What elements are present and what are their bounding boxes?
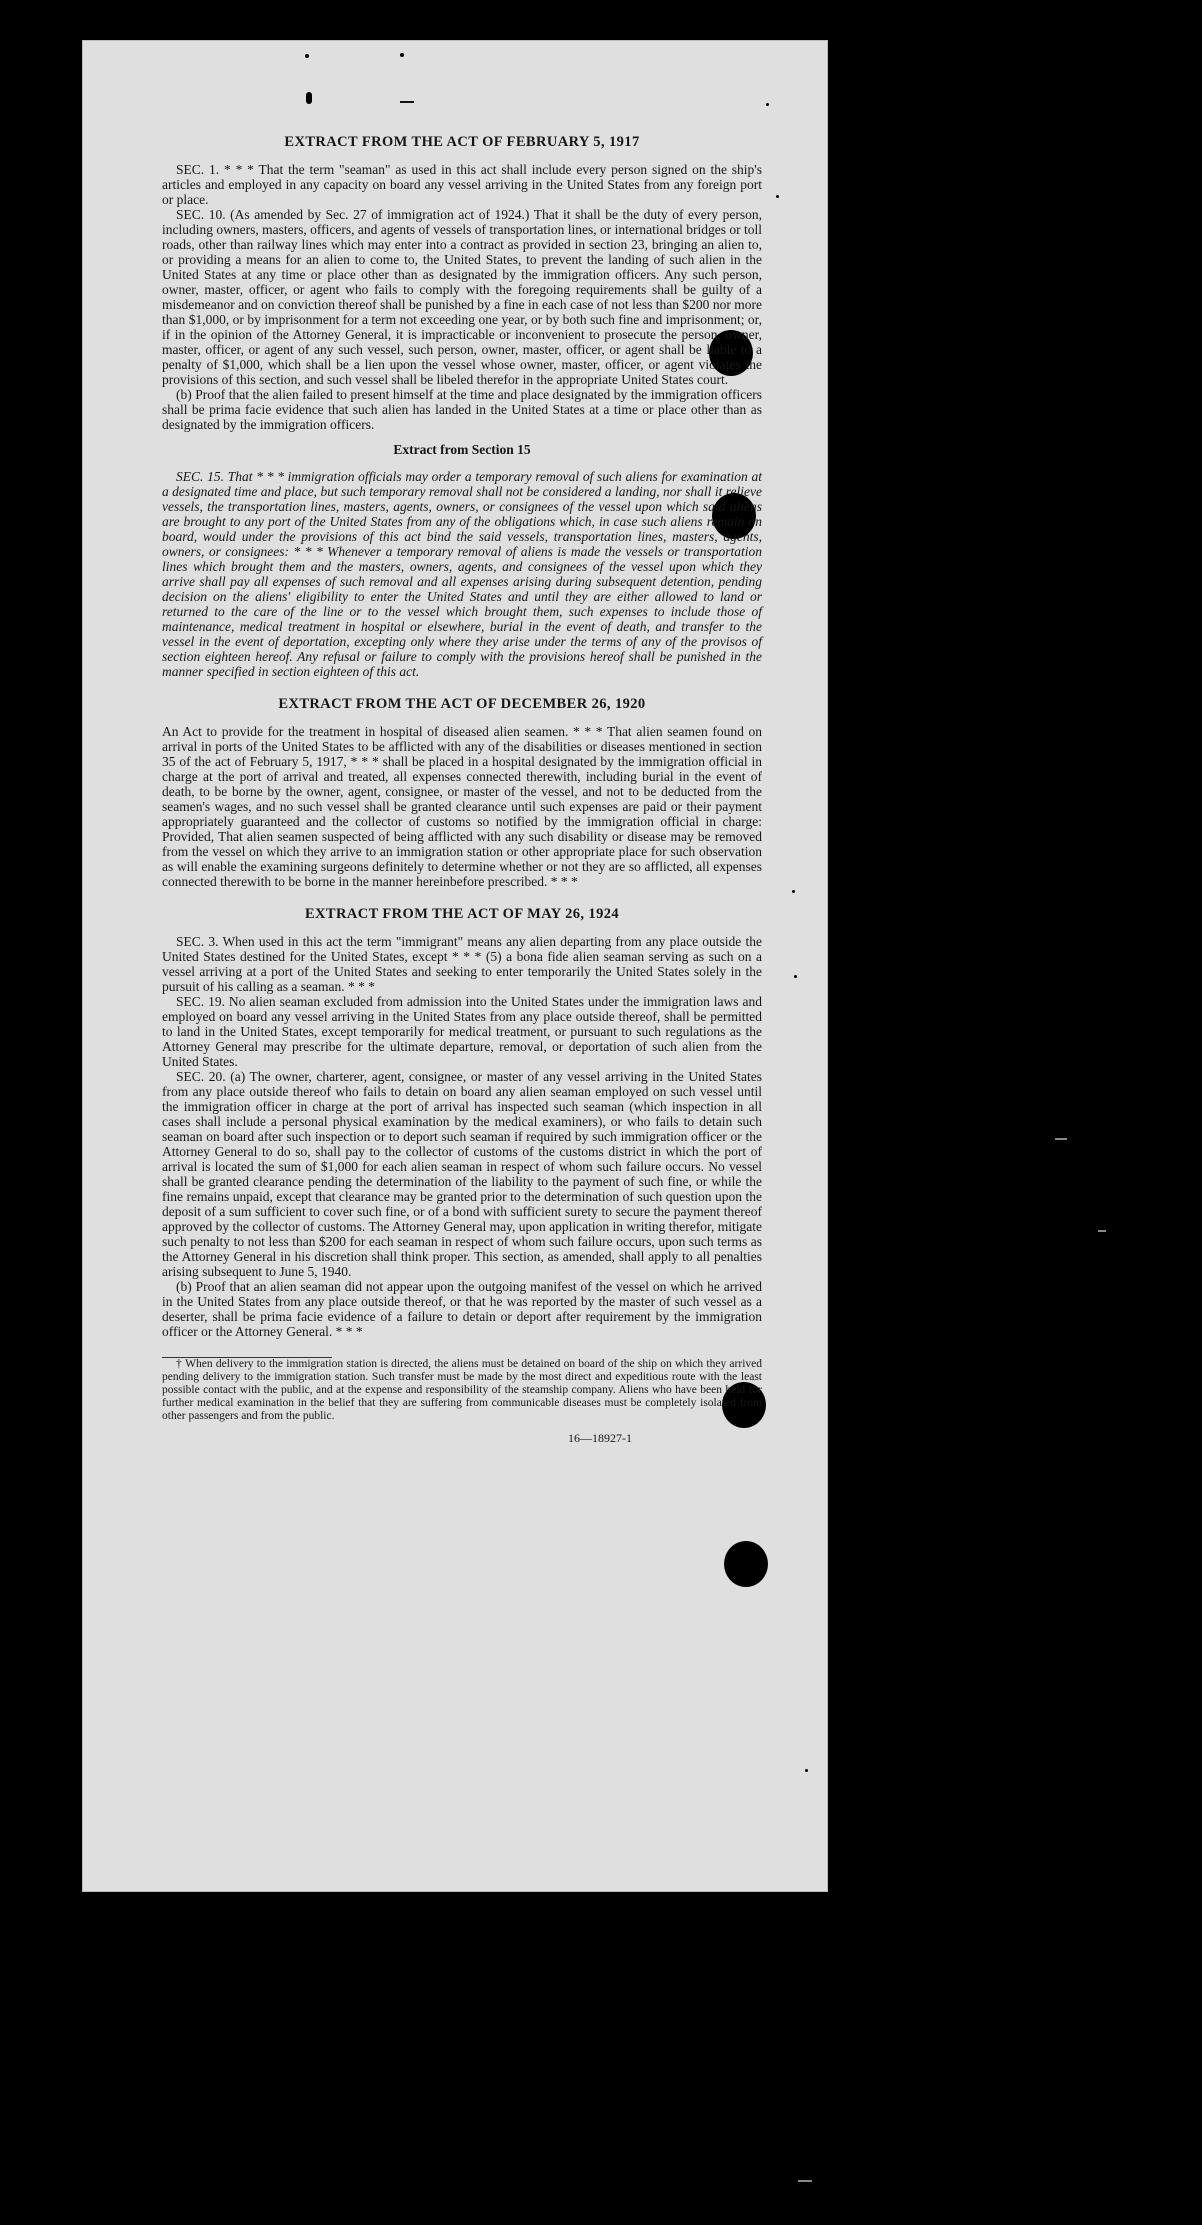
ink-speck [306, 92, 312, 104]
section-heading: EXTRACT FROM THE ACT OF DECEMBER 26, 1920 [278, 696, 646, 712]
background-speck [798, 2180, 812, 2182]
paragraph: (b) Proof that the alien failed to present himself at the time and place designated by the immigration officers shall be prima facie evidence that such alien has landed in the United States at a time or place other than as designated by the immigration officers. [162, 387, 762, 432]
background-speck [1098, 1230, 1106, 1232]
section-act-1924 [162, 907, 762, 1339]
ink-speck [400, 53, 404, 57]
paragraph: SEC. 19. No alien seaman excluded from admission into the United States under the immigration laws and employed on board any vessel arriving in the United States from any place outside thereof, shall be permitted to land in the United States, except temporarily for medical treatment, or pursuant to such regulations as the Attorney General may prescribe for the ultimate departure, removal, or deportation of such alien from the United States. [162, 994, 762, 1069]
paragraph: SEC. 1. * * * That the term "seaman" as used in this act shall include every person signed on the ship's articles and employed in any capacity on board any vessel arriving in the United States from any foreign port or place. [162, 162, 762, 207]
document-number: 16—18927-1 [568, 1431, 632, 1445]
paragraph: SEC. 3. When used in this act the term "immigrant" means any alien departing from any place outside the United States destined for the United States, except * * * (5) a bona fide alien seaman serving as such on a vessel arriving at a port of the United States and seeking to enter temporarily the United States solely in the pursuit of his calling as a seaman. * * * [162, 934, 762, 994]
ink-dash [400, 101, 414, 103]
paragraph: SEC. 15. That * * * immigration officials may order a temporary removal of such aliens for examination at a designated time and place, but such temporary removal shall not be considered a landing, nor shall it relieve vessels, the transportation lines, masters, agents, owners, or consignees of the vessel upon which said aliens are brought to any port of the United States from any of the obligations which, in case such aliens remain on board, would under the provisions of this act bind the said vessels, transportation lines, masters, agents, owners, or consignees: * * * Whenever a temporary removal of aliens is made the vessels or transportation lines which brought them and the masters, owners, agents, and consignees of the vessel upon which they arrive shall pay all expenses of such removal and all expenses arising during subsequent detention, pending decision on the aliens' eligibility to enter the United States and until they are either allowed to land or returned to the care of the line or to the vessel which brought them, such expenses to include those of maintenance, medical treatment in hospital or elsewhere, burial in the event of death, and transfer to the vessel in the event of deportation, excepting only where they arise under the terms of any of the provisos of section eighteen hereof. Any refusal or failure to comply with the provisions hereof shall be punished in the manner specified in section eighteen of this act. [162, 469, 762, 679]
section-heading: EXTRACT FROM THE ACT OF FEBRUARY 5, 1917 [284, 134, 640, 150]
document-body [162, 135, 762, 1446]
ink-speck [792, 890, 795, 893]
ink-speck [766, 103, 769, 106]
paragraph: SEC. 20. (a) The owner, charterer, agent, consignee, or master of any vessel arriving in the United States from any place outside thereof who fails to detain on board any alien seaman employed on such vessel until the immigration officer in charge at the port of arrival has inspected such seaman (which inspection in all cases shall include a personal physical examination by the medical examiners), or who fails to detain such seaman on board after such inspection or to deport such seaman if required by such immigration officer or the Attorney General to do so, shall pay to the collector of customs of the customs district in which the port of arrival is located the sum of $1,000 for each alien seaman in respect of whom such failure occurs. No vessel shall be granted clearance pending the determination of the liability to the payment of such fine, or while the fine remains unpaid, except that clearance may be granted prior to the determination of such question upon the deposit of a sum sufficient to cover such fine, or of a bond with sufficient surety to secure the payment thereof approved by the collector of customs. The Attorney General may, upon application in writing therefor, mitigate such penalty to not less than $200 for each seaman in respect of whom such failure occurs, upon such terms as the Attorney General in his discretion shall think proper. This section, as amended, shall apply to all penalties arising subsequent to June 5, 1940. [162, 1069, 762, 1279]
section-15-extract [162, 469, 762, 679]
paragraph: (b) Proof that an alien seaman did not appear upon the outgoing manifest of the vessel on which he arrived in the United States from any place outside thereof, or that he was reported by the master of such vessel as a deserter, shall be prima facie evidence of a failure to detain or deport after requirement by the immigration officer or the Attorney General. * * * [162, 1279, 762, 1339]
ink-speck [305, 54, 309, 58]
background-speck [1055, 1138, 1067, 1140]
paragraph: An Act to provide for the treatment in hospital of diseased alien seamen. * * * That alien seamen found on arrival in ports of the United States to be afflicted with any of the disabilities or diseases mentioned in section 35 of the act of February 5, 1917, * * * shall be placed in a hospital designated by the immigration official in charge at the port of arrival and treated, all expenses connected therewith, including burial in the event of death, to be borne by the owner, agent, consignee, or master of the vessel, and not to be deducted from the seamen's wages, and no such vessel shall be granted clearance until such expenses are paid or their payment appropriately guaranteed and the collector of customs so notified by the immigration official in charge: Provided, That alien seamen suspected of being afflicted with any such disability or disease may be removed from the vessel on which they arrive to an immigration station or other appropriate place for such observation as will enable the examining surgeons definitely to determine whether or not they are so afflicted, all expenses connected therewith to be borne in the manner hereinbefore prescribed. * * * [162, 724, 762, 889]
ink-speck [776, 195, 779, 198]
section-heading: EXTRACT FROM THE ACT OF MAY 26, 1924 [304, 906, 620, 922]
ink-speck [794, 975, 797, 978]
ink-speck [805, 1769, 808, 1772]
section-act-1917 [162, 135, 762, 679]
sub-heading: Extract from Section 15 [393, 442, 531, 457]
section-act-1920 [162, 697, 762, 889]
footnote: † When delivery to the immigration station is directed, the aliens must be detained on board of the ship on which they arrived pending delivery to the immigration station. Such transfer must be made by the most direct and expeditious route with the least possible contact with the public, and at the expense and responsibility of the steamship company. Aliens who have been held for further medical examination in the belief that they are suffering from communicable diseases must be completely isolated from other passengers and from the public. [162, 1358, 762, 1422]
document-page [82, 40, 828, 1892]
paragraph: SEC. 10. (As amended by Sec. 27 of immigration act of 1924.) That it shall be the duty of every person, including owners, masters, officers, and agents of vessels of transportation lines, or international bridges or toll roads, other than railway lines which may enter into a contract as provided in section 23, bringing an alien to, or providing a means for an alien to come to, the United States, to prevent the landing of such alien in the United States at any time or place other than as designated by the immigration officers. Any such person, owner, master, officer, or agent who fails to comply with the foregoing requirements shall be guilty of a misdemeanor and on conviction thereof shall be punished by a fine in each case of not less than $200 nor more than $1,000, or by imprisonment for a term not exceeding one year, or by both such fine and imprisonment; or, if in the opinion of the Attorney General, it is impracticable or inconvenient to prosecute the person, owner, master, officer, or agent of any such vessel, such person, owner, master, officer, or agent shall be liable to a penalty of $1,000, which shall be a lien upon the vessel whose owner, master, officer, or agent violates the provisions of this section, and such vessel shall be libeled therefor in the appropriate United States court. [162, 207, 762, 387]
punch-hole [724, 1541, 768, 1587]
